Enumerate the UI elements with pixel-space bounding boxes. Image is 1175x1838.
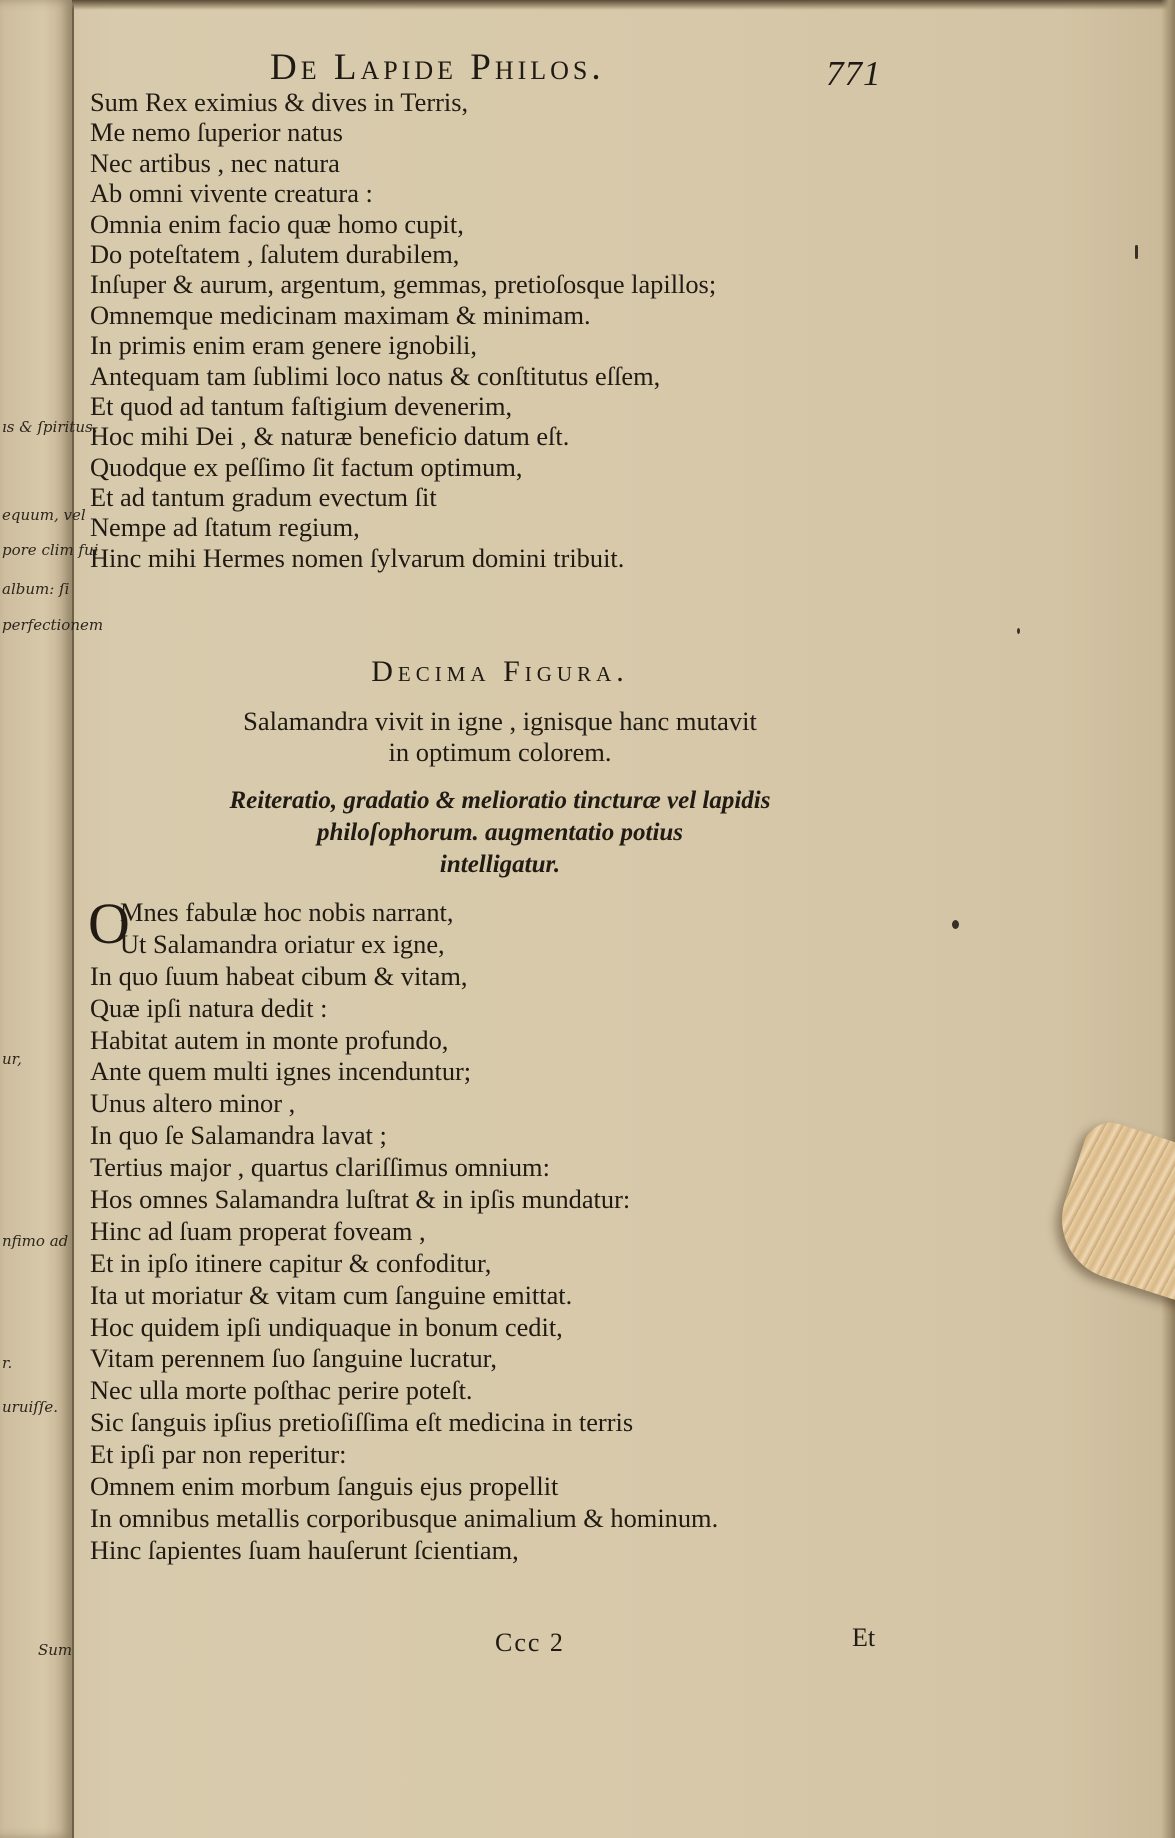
ink-speck bbox=[1135, 245, 1138, 259]
verse-line: Nec ulla morte poſthac perire poteſt. bbox=[90, 1375, 473, 1406]
verse-line: Sic ſanguis ipſius pretioſiſſima eſt medicina in terris bbox=[90, 1407, 634, 1438]
verse-line: Vitam perennem ſuo ſanguine lucratur, bbox=[90, 1343, 498, 1374]
ink-speck bbox=[1017, 628, 1020, 634]
margin-note: ur, bbox=[2, 1050, 22, 1068]
margin-note: ıs & ſpiritus, bbox=[2, 418, 98, 436]
verse-line: Nec artibus , nec natura bbox=[90, 147, 340, 178]
verse-line: Quodque ex peſſimo ſit factum optimum, bbox=[90, 451, 523, 482]
figure-motto bbox=[170, 706, 830, 767]
page-right-edge bbox=[1161, 0, 1175, 1838]
motto-line: in optimum colorem. bbox=[388, 736, 612, 767]
verse-line: Quæ ipſi natura dedit : bbox=[90, 992, 328, 1023]
verse-line: Tertius major , quartus clariſſimus omnium: bbox=[90, 1152, 550, 1183]
running-head: De Lapide Philos. bbox=[270, 47, 605, 88]
subtitle-line: philoſophorum. augmentatio potius bbox=[316, 819, 684, 846]
verse-line: Hoc quidem ipſi undiquaque in bonum cedit, bbox=[90, 1311, 563, 1342]
verse-line: In omnibus metallis corporibusque animalium & hominum. bbox=[90, 1502, 719, 1533]
verse-line: Et ipſi par non reperitur: bbox=[90, 1439, 347, 1470]
verse-line: Antequam tam ſublimi loco natus & conſtitutus eſſem, bbox=[90, 360, 661, 391]
verse-line: Inſuper & aurum, argentum, gemmas, pretioſosque lapillos; bbox=[90, 269, 717, 300]
verse-line: Omnia enim facio quæ homo cupit, bbox=[90, 208, 464, 239]
verse-line: Mnes fabulæ hoc nobis narrant, bbox=[120, 897, 454, 927]
verse-line: Et quod ad tantum faſtigium devenerim, bbox=[90, 390, 513, 421]
figure-title: Decima Figura. bbox=[371, 655, 629, 688]
margin-note: uruiſſe. bbox=[2, 1398, 59, 1416]
signature-mark: Ccc 2 bbox=[495, 1628, 565, 1657]
verse-line: Me nemo ſuperior natus bbox=[90, 117, 343, 148]
margin-note: Sum bbox=[38, 1641, 73, 1659]
verse-line: In quo ſe Salamandra lavat ; bbox=[90, 1120, 387, 1151]
margin-note: r. bbox=[2, 1354, 13, 1372]
verse-line: Hoc mihi Dei , & naturæ beneficio datum eſt. bbox=[90, 421, 570, 452]
verse-line: Hos omnes Salamandra luſtrat & in ipſis mundatur: bbox=[90, 1184, 631, 1215]
verse-line: Ante quem multi ignes incenduntur; bbox=[90, 1056, 472, 1087]
ink-speck bbox=[952, 920, 959, 929]
verse-block-2 bbox=[88, 891, 1050, 1567]
verse-line: Nempe ad ſtatum regium, bbox=[90, 512, 360, 543]
motto-line: Salamandra vivit in igne , ignisque hanc mutavit bbox=[243, 706, 757, 736]
figure-subtitle bbox=[90, 785, 910, 881]
verse-line: Hinc ſapientes ſuam hauſerunt ſcientiam, bbox=[90, 1534, 519, 1565]
subtitle-line: Reiteratio, gradatio & melioratio tincturæ vel lapidis bbox=[229, 787, 771, 814]
verse-line: Omnemque medicinam maximam & minimam. bbox=[90, 299, 591, 330]
verse-line: Hinc ad ſuam properat foveam , bbox=[90, 1215, 426, 1246]
verse-line: Ut Salamandra oriatur ex igne, bbox=[120, 928, 445, 959]
subtitle-line: intelligatur. bbox=[439, 851, 561, 878]
margin-note: nfimo ad bbox=[2, 1232, 69, 1250]
wooden-bookmark-object bbox=[1046, 1115, 1175, 1304]
drop-cap: O bbox=[88, 891, 130, 956]
verse-line: Sum Rex eximius & dives in Terris, bbox=[90, 87, 469, 117]
verse-line: Hinc mihi Hermes nomen ſylvarum domini tribuit. bbox=[90, 542, 625, 573]
margin-note: equum, vel bbox=[2, 506, 86, 524]
verse-line: Ab omni vivente creatura : bbox=[90, 178, 373, 209]
verse-line: Unus altero minor , bbox=[90, 1088, 296, 1119]
page-top-shadow bbox=[72, 0, 1175, 10]
margin-note: pore clim fui bbox=[2, 541, 99, 559]
verse-line: Omnem enim morbum ſanguis ejus propellit bbox=[90, 1471, 559, 1502]
margin-note: perfectionem bbox=[2, 616, 104, 634]
verse-line: Do poteſtatem , ſalutem durabilem, bbox=[90, 238, 460, 269]
verse-line: Et ad tantum gradum evectum ſit bbox=[90, 482, 437, 513]
verse-line: In quo ſuum habeat cibum & vitam, bbox=[90, 960, 468, 991]
page-number: 771 bbox=[826, 54, 882, 93]
verse-block-1 bbox=[90, 87, 1050, 573]
verse-line: Ita ut moriatur & vitam cum ſanguine emittat. bbox=[90, 1279, 573, 1310]
verse-line: Habitat autem in monte profundo, bbox=[90, 1024, 449, 1055]
catchword: Et bbox=[852, 1623, 876, 1652]
margin-note: album: ſi bbox=[2, 580, 70, 598]
verse-line: In primis enim eram genere ignobili, bbox=[90, 330, 477, 361]
facing-page-margin bbox=[0, 0, 104, 1838]
verse-line: Et in ipſo itinere capitur & confoditur, bbox=[90, 1247, 492, 1278]
